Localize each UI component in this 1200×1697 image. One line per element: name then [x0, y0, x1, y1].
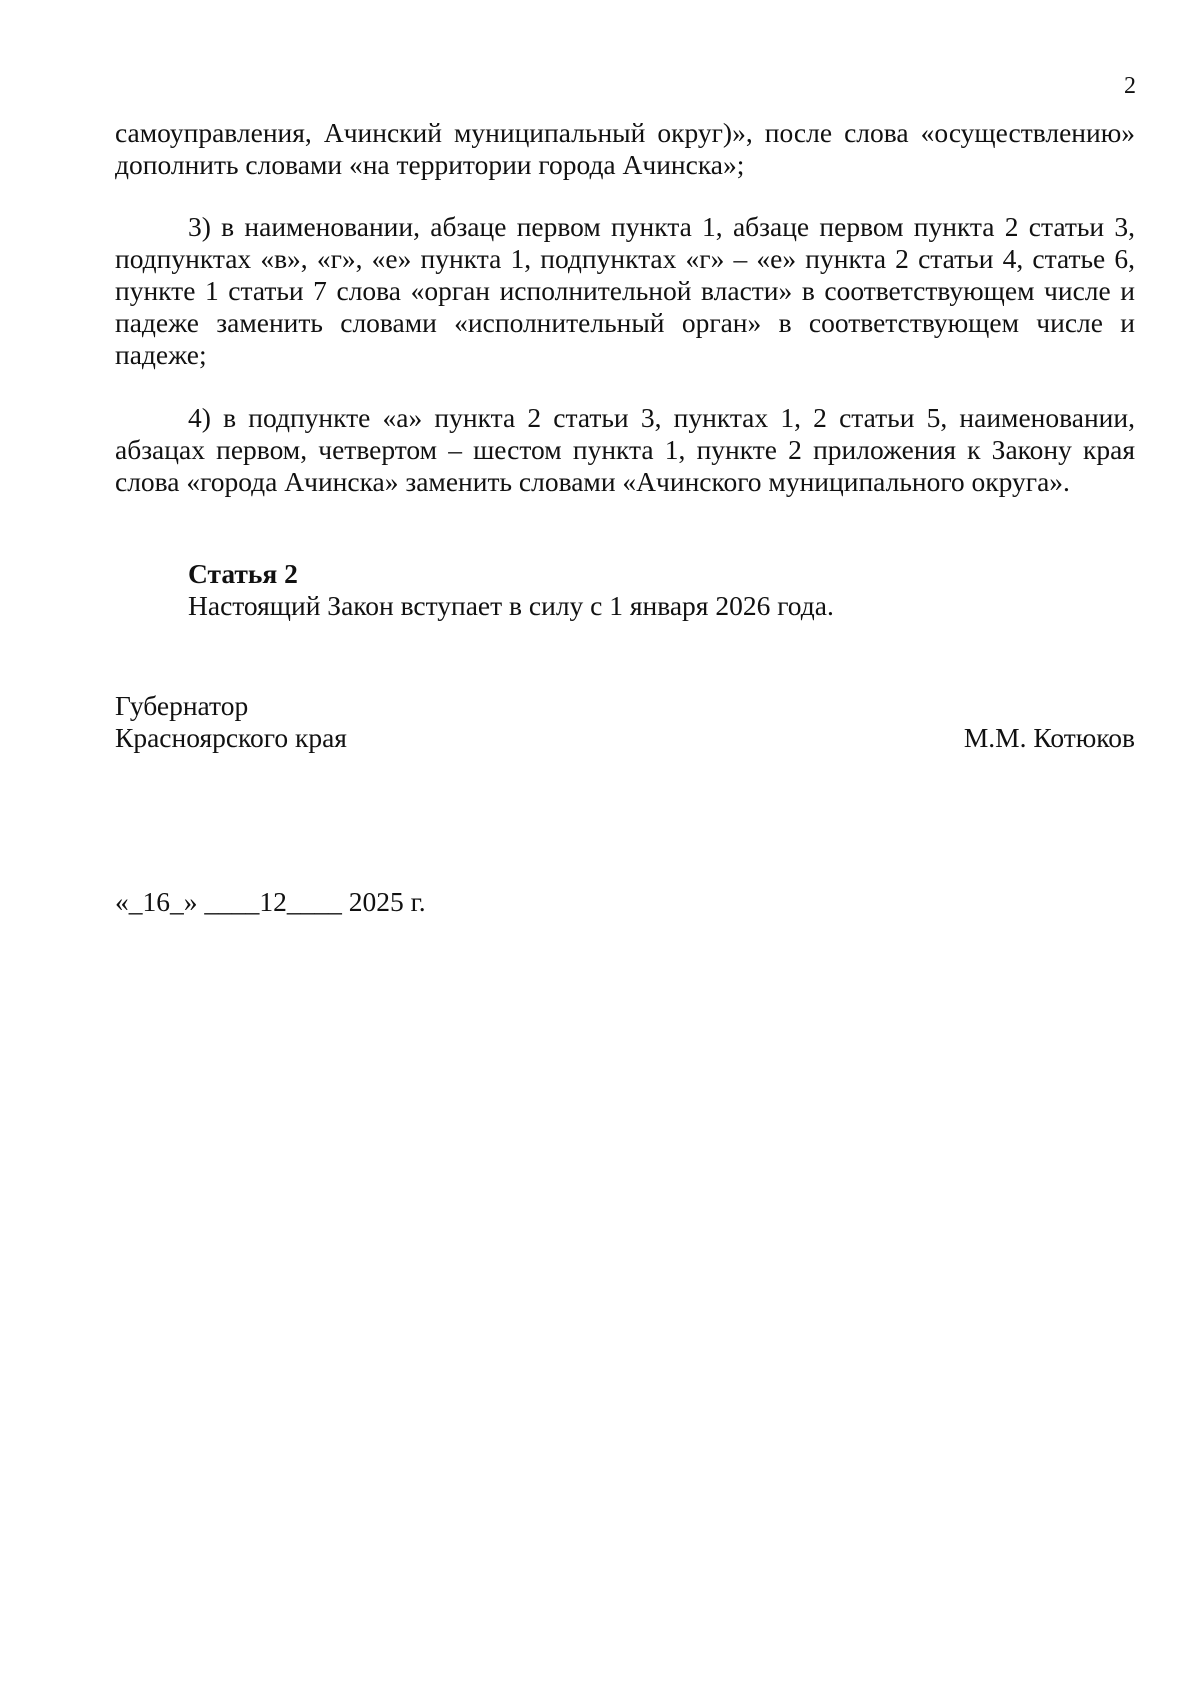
- paragraph-item-4: 4) в подпункте «а» пункта 2 статьи 3, пунктах 1, 2 статьи 5, наименовании, абзацах первом, четвертом – шестом пункта 1, пункте 2 приложения к Закону края слова «города Ачинска» заменить словами «Ачинского муниципального округа».: [115, 402, 1135, 497]
- signature-block: [115, 690, 1135, 754]
- paragraph-item-3: 3) в наименовании, абзаце первом пункта 1, абзаце первом пункта 2 статьи 3, подпунктах «в», «г», «е» пункта 1, подпунктах «г» – «е» пункта 2 статьи 4, статье 6, пункте 1 статьи 7 слова «орган исполнительной власти» в соответствующем числе и падеже заменить словами «исполнительный орган» в соответствующем числе и падеже;: [115, 211, 1135, 370]
- signature-line: [115, 722, 1135, 754]
- article-2: [188, 558, 1128, 622]
- article-text: Настоящий Закон вступает в силу с 1 января 2026 года.: [188, 590, 834, 621]
- page-number: 2: [1124, 73, 1136, 99]
- paragraph-continuation: самоуправления, Ачинский муниципальный округ)», после слова «осуществлению» дополнить словами «на территории города Ачинска»;: [115, 117, 1135, 180]
- signing-date: «_16_» ____12____ 2025 г.: [115, 886, 426, 917]
- signatory-position-line2: Красноярского края: [115, 722, 347, 753]
- article-title: Статья 2: [188, 558, 298, 589]
- signatory-name: М.М. Котюков: [963, 722, 1135, 753]
- signatory-position-line1: Губернатор: [115, 690, 249, 721]
